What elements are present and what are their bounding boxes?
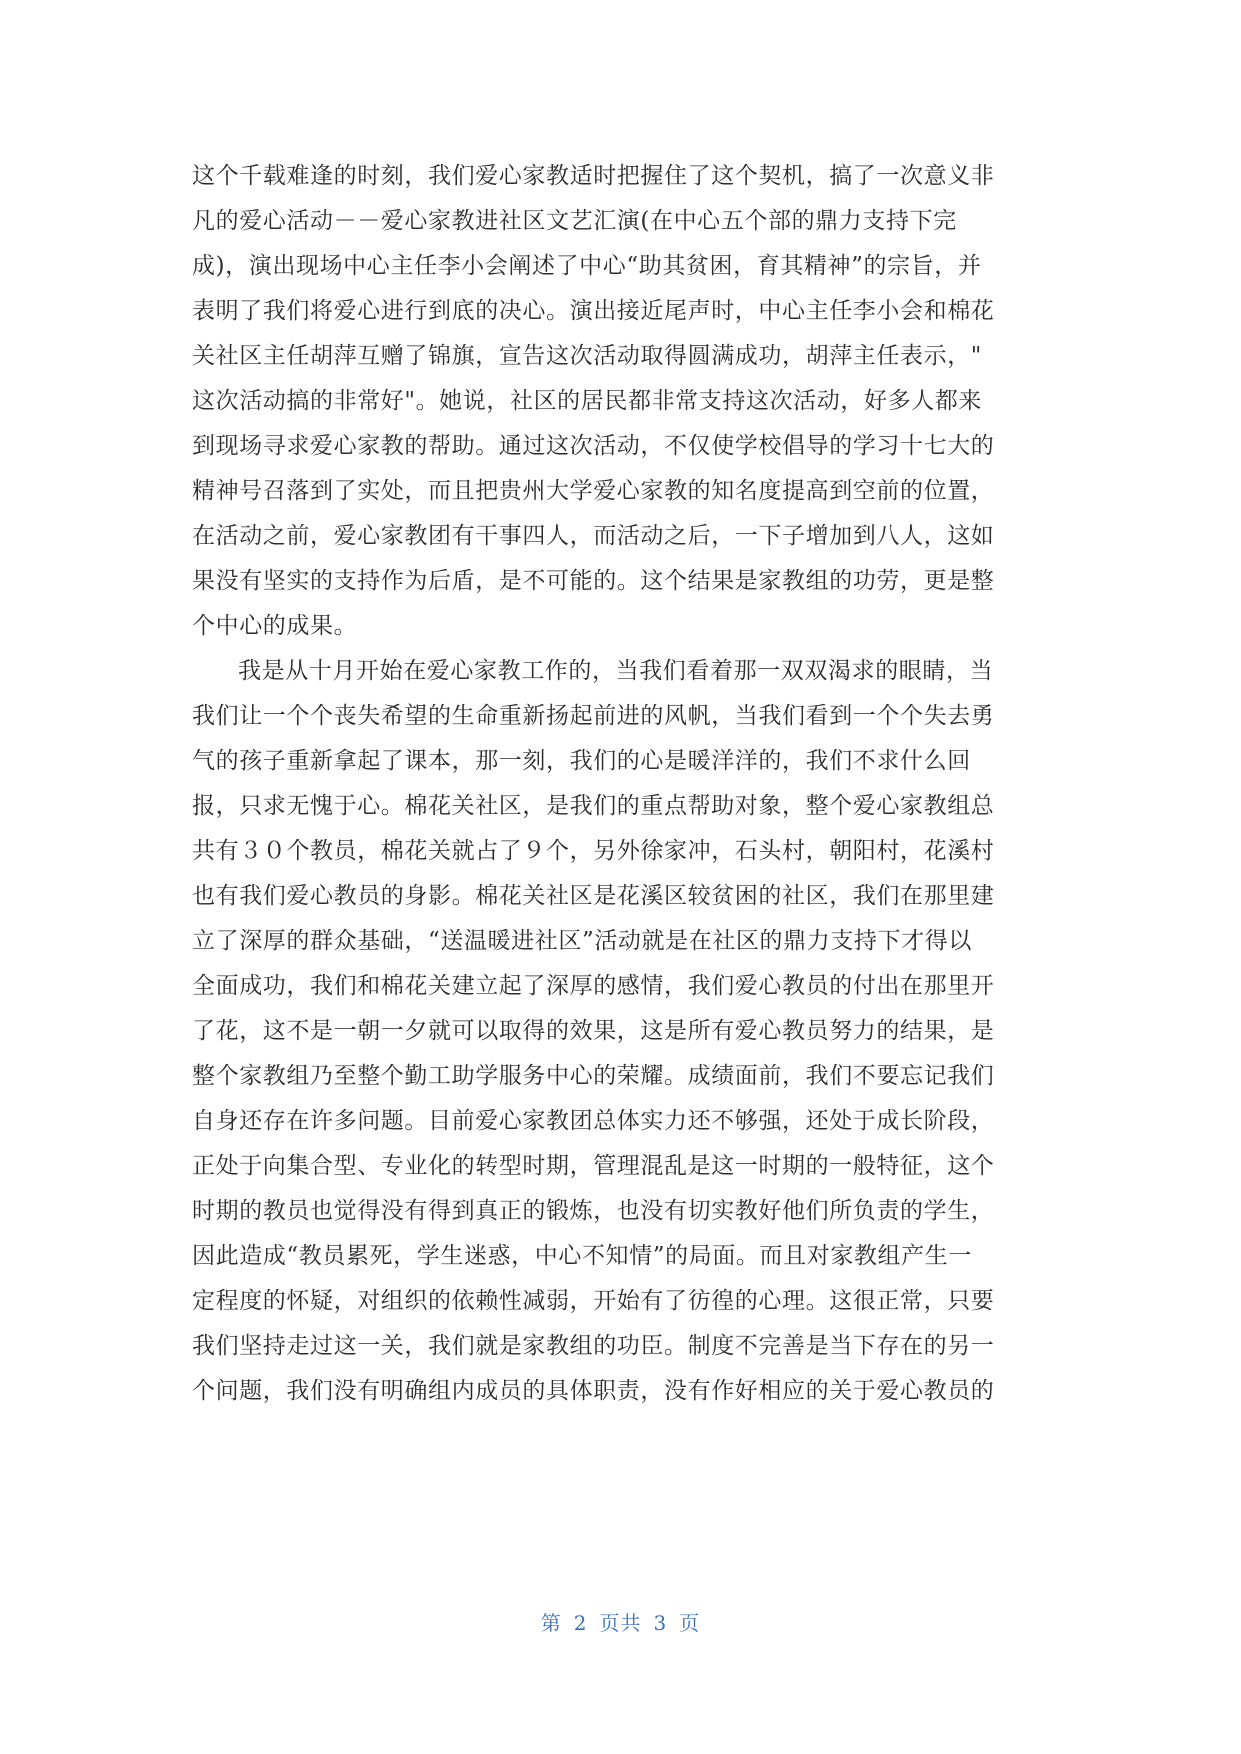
text-line: 报，只求无愧于心。棉花关社区，是我们的重点帮助对象，整个爱心家教组总 (192, 793, 995, 819)
footer-current-page: 2 (573, 1611, 588, 1635)
text-line: 精神号召落到了实处，而且把贵州大学爱心家教的知名度提高到空前的位置， (192, 478, 995, 504)
text-line: 我们坚持走过这一关，我们就是家教组的功臣。制度不完善是当下存在的另一 (192, 1333, 995, 1359)
text-line: 立了深厚的群众基础，“送温暖进社区”活动就是在社区的鼎力支持下才得以 (192, 928, 972, 954)
text-line: 时期的教员也觉得没有得到真正的锻炼，也没有切实教好他们所负责的学生， (192, 1198, 995, 1224)
text-line: 关社区主任胡萍互赠了锦旗，宣告这次活动取得圆满成功，胡萍主任表示，" (192, 343, 982, 369)
text-line: 全面成功，我们和棉花关建立起了深厚的感情，我们爱心教员的付出在那里开 (192, 973, 995, 999)
text-line: 个问题，我们没有明确组内成员的具体职责，没有作好相应的关于爱心教员的 (192, 1378, 995, 1404)
text-line: 定程度的怀疑，对组织的依赖性减弱，开始有了彷徨的心理。这很正常，只要 (192, 1288, 995, 1314)
text-line: 整个家教组乃至整个勤工助学服务中心的荣耀。成绩面前，我们不要忘记我们 (192, 1063, 995, 1089)
text-line: 了花，这不是一朝一夕就可以取得的效果，这是所有爱心教员努力的结果，是 (192, 1018, 995, 1044)
text-line: 表明了我们将爱心进行到底的决心。演出接近尾声时，中心主任李小会和棉花 (192, 298, 995, 324)
text-line: 到现场寻求爱心家教的帮助。通过这次活动，不仅使学校倡导的学习十七大的 (192, 433, 995, 459)
text-line: 个中心的成果。 (192, 613, 358, 639)
text-line: 正处于向集合型、专业化的转型时期，管理混乱是这一时期的一般特征，这个 (192, 1153, 995, 1179)
text-line: 气的孩子重新拿起了课本，那一刻，我们的心是暖洋洋的，我们不求什么回 (192, 748, 971, 774)
text-line: 也有我们爱心教员的身影。棉花关社区是花溪区较贫困的社区，我们在那里建 (192, 883, 995, 909)
footer-suffix: 页 (679, 1611, 701, 1635)
text-line: 这次活动搞的非常好"。她说，社区的居民都非常支持这次活动，好多人都来 (192, 388, 982, 414)
text-line: 这个千载难逢的时刻，我们爱心家教适时把握住了这个契机，搞了一次意义非 (192, 163, 995, 189)
body-text (192, 154, 1062, 1414)
footer-middle: 页共 (599, 1611, 642, 1635)
text-line: 凡的爱心活动－－爱心家教进社区文艺汇演(在中心五个部的鼎力支持下完 (192, 208, 957, 234)
text-line: 在活动之前，爱心家教团有干事四人，而活动之后，一下子增加到八人，这如 (192, 523, 995, 549)
text-line: 成)，演出现场中心主任李小会阐述了中心“助其贫困，育其精神”的宗旨，并 (192, 253, 982, 279)
footer-total-pages: 3 (653, 1611, 668, 1635)
text-line: 共有３０个教员，棉花关就占了９个，另外徐家冲，石头村，朝阳村，花溪村 (192, 838, 995, 864)
page-footer (0, 1607, 1241, 1636)
text-line: 自身还存在许多问题。目前爱心家教团总体实力还不够强，还处于成长阶段， (192, 1108, 995, 1134)
text-line: 我是从十月开始在爱心家教工作的，当我们看着那一双双渴求的眼睛，当 (238, 658, 994, 684)
text-line: 我们让一个个丧失希望的生命重新扬起前进的风帆，当我们看到一个个失去勇 (192, 703, 995, 729)
text-line: 果没有坚实的支持作为后盾，是不可能的。这个结果是家教组的功劳，更是整 (192, 568, 995, 594)
text-line: 因此造成“教员累死，学生迷惑，中心不知情”的局面。而且对家教组产生一 (192, 1243, 972, 1269)
footer-prefix: 第 (540, 1611, 562, 1635)
